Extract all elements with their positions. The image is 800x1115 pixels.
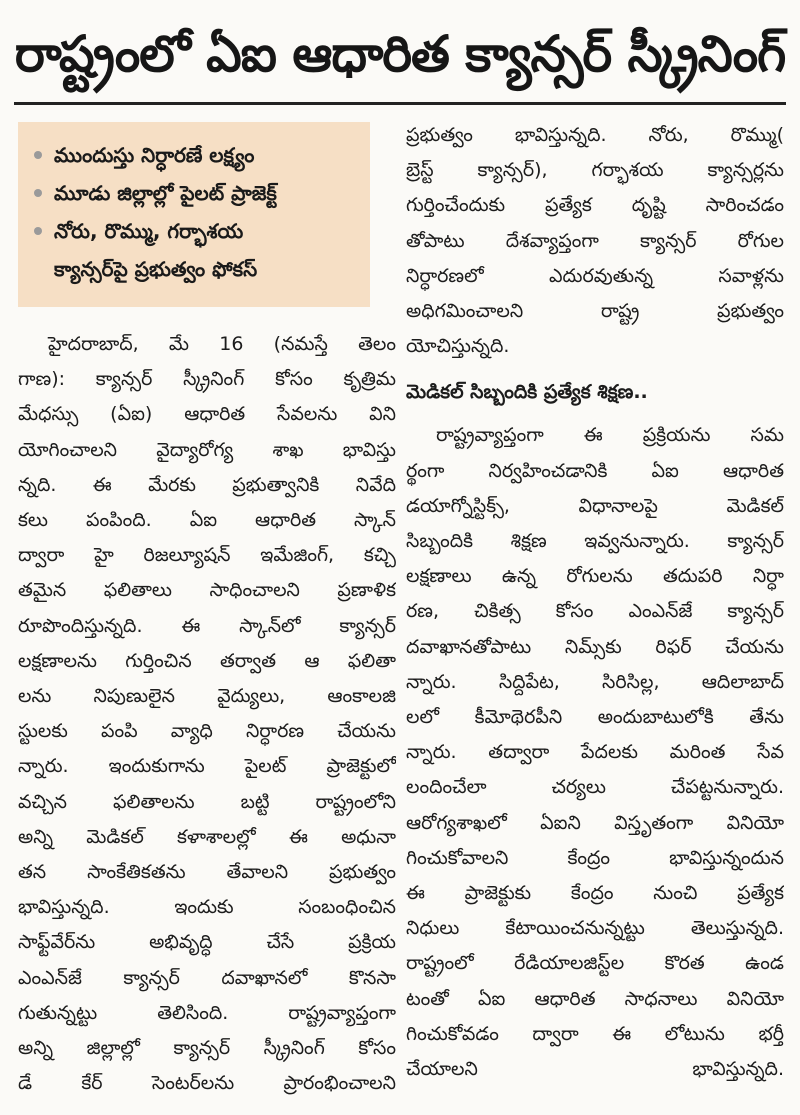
text-line: వచ్చిన ఫలితాలను బట్టి రాష్ట్రంలోని — [18, 790, 396, 813]
text-line: కలు పంపింది. ఏఐ ఆధారిత స్కాన్ — [18, 509, 396, 532]
text-line: లక్షణాలను గుర్తించిన తర్వాత ఆ ఫలితా — [18, 649, 396, 672]
text-line: గుర్తించేందుకు ప్రత్యేక దృష్టి సారించడం — [406, 194, 784, 217]
highlight-line: నోరు, రొమ్ము, గర్భాశయ — [54, 219, 244, 243]
text-line: గాణ): క్యాన్సర్ స్క్రీనింగ్ కోసం కృత్రిమ — [18, 368, 396, 391]
text-line: లక్షణాలు ఉన్న రోగులను తదుపరి నిర్ధా — [406, 565, 784, 588]
text-line: తోపాటు దేశవ్యాప్తంగా క్యాన్సర్ రోగుల — [406, 229, 784, 252]
text-line: యోచిస్తున్నది. — [406, 335, 510, 358]
text-line: రూపొందిస్తున్నది. ఈ స్కాన్‌లో క్యాన్సర్ — [18, 614, 396, 637]
text-line: ప్రభుత్వం భావిస్తున్నది. నోరు, రొమ్ము( — [406, 124, 784, 146]
text-line: దవాఖానతోపాటు నిమ్స్‌కు రిఫర్ చేయను — [406, 635, 784, 658]
text-line: గుతున్నట్టు తెలిసింది. రాష్ట్రవ్యాప్తంగా — [18, 1001, 396, 1024]
text-line: రణ, చికిత్స కోసం ఎంఎన్‌జే క్యాన్సర్ — [406, 600, 784, 623]
text-line: న్నారు. తద్వారా పేదలకు మరింత సేవ — [406, 741, 784, 764]
headline: రాష్ట్రంలో ఏఐ ఆధారిత క్యాన్సర్ స్క్రీనింగ్ — [14, 25, 786, 83]
text-line: డే కేర్ సెంటర్‌లను ప్రారంభించాలని — [18, 1072, 396, 1095]
text-line: భావిస్తున్నది. ఇందుకు సంబంధించిన — [18, 896, 396, 919]
text-line: రాష్ట్రంలో రేడియాలజిస్ట్‌ల కొరత ఉండ — [406, 952, 784, 975]
text-line: ర్థంగా నిర్వహించడానికి ఏఐ ఆధారిత — [406, 459, 784, 482]
text-line: తన సాంకేతికతను తేవాలని ప్రభుత్వం — [18, 861, 396, 884]
text-line: యోగించాలని వైద్యారోగ్య శాఖ భావిస్తు — [18, 438, 396, 461]
text-line: అన్ని మెడికల్ కళాశాలల్లో ఈ అధునా — [18, 825, 396, 848]
text-line: బ్రెస్ట్ క్యాన్సర్), గర్భాశయ క్యాన్సర్లను — [406, 159, 784, 182]
highlight-item: మూడు జిల్లాల్లో పైలట్ ప్రాజెక్ట్ — [32, 174, 360, 212]
highlights-box — [18, 122, 370, 307]
text-line: టంతో ఏఐ ఆధారిత సాధనాలు వినియో — [406, 987, 784, 1010]
text-line: గించుకోవాలని కేంద్రం భావిస్తున్నందున — [406, 846, 784, 869]
text-line: మేధస్సు (ఏఐ) ఆధారిత సేవలను విని — [18, 403, 396, 426]
article-body-right-1 — [406, 118, 784, 364]
text-line: ఎంఎన్‌జే క్యాన్సర్ దవాఖానలో కొనసా — [18, 966, 396, 989]
text-line: న్నారు. ఇందుకుగాను పైలట్ ప్రాజెక్టులో — [18, 755, 396, 778]
text-line: లందించేలా చర్యలు చేపట్టనున్నారు. — [406, 776, 784, 799]
text-line: అధిగమించాలని రాష్ట్ర ప్రభుత్వం — [406, 300, 784, 323]
text-line: హైదరాబాద్, మే 16 (నమస్తే తెలం — [48, 333, 396, 355]
article-body-left — [18, 327, 396, 1101]
text-line: ద్వారా హై రిజల్యూషన్ ఇమేజింగ్, కచ్చి — [18, 544, 396, 567]
text-line: ఆరోగ్యశాఖలో ఏఐని విస్తృతంగా వినియో — [406, 811, 784, 834]
text-line: న్నది. ఈ మేరకు ప్రభుత్వానికి నివేది — [18, 473, 396, 496]
text-line: రాష్ట్రవ్యాప్తంగా ఈ ప్రక్రియను సమ — [436, 424, 784, 447]
right-column — [406, 118, 784, 1087]
text-line: సిబ్బందికి శిక్షణ ఇవ్వనున్నారు. క్యాన్సర్ — [406, 530, 784, 553]
highlight-item — [32, 212, 360, 288]
text-line: అన్ని జిల్లాల్లో క్యాన్సర్ స్క్రీనింగ్ కోసం — [18, 1037, 396, 1060]
text-line: నిర్ధారణలో ఎదురవుతున్న సవాళ్లను — [406, 264, 784, 287]
text-line: ఈ ప్రాజెక్టుకు కేంద్రం నుంచి ప్రత్యేక — [406, 882, 784, 905]
text-line: సాఫ్ట్‌వేర్‌ను అభివృద్ధి చేసే ప్రక్రియ — [18, 931, 396, 954]
headline-rule — [14, 102, 786, 105]
text-line: న్నారు. సిద్దిపేట, సిరిసిల్ల, ఆదిలాబాద్ — [406, 670, 784, 693]
subheading: మెడికల్ సిబ్బందికి ప్రత్యేక శిక్షణ.. — [406, 381, 648, 404]
text-line: లలో కీమోథెరపీని అందుబాటులోకి తేను — [406, 706, 784, 729]
left-column — [18, 122, 396, 1101]
highlight-item: ముందుస్తు నిర్ధారణే లక్ష్యం — [32, 136, 360, 174]
text-line: నిధులు కేటాయించనున్నట్టు తెలుస్తున్నది. — [406, 917, 784, 940]
text-line: డయాగ్నోస్టిక్స్, విధానాలపై మెడికల్ — [406, 494, 784, 517]
highlight-line: క్యాన్సర్‌పై ప్రభుత్వం ఫోకస్ — [54, 257, 258, 281]
text-line: చేయాలని భావిస్తున్నది. — [406, 1058, 784, 1081]
text-line: తమైన ఫలితాలు సాధించాలని ప్రణాళిక — [18, 579, 396, 602]
text-line: లను నిపుణులైన వైద్యులు, ఆంకాలజి — [18, 685, 396, 708]
text-line: గించుకోవడం ద్వారా ఈ లోటును భర్తీ — [406, 1022, 784, 1045]
article-body-right-2 — [406, 418, 784, 1087]
text-line: స్టులకు పంపి వ్యాధి నిర్ధారణ చేయను — [18, 720, 396, 743]
